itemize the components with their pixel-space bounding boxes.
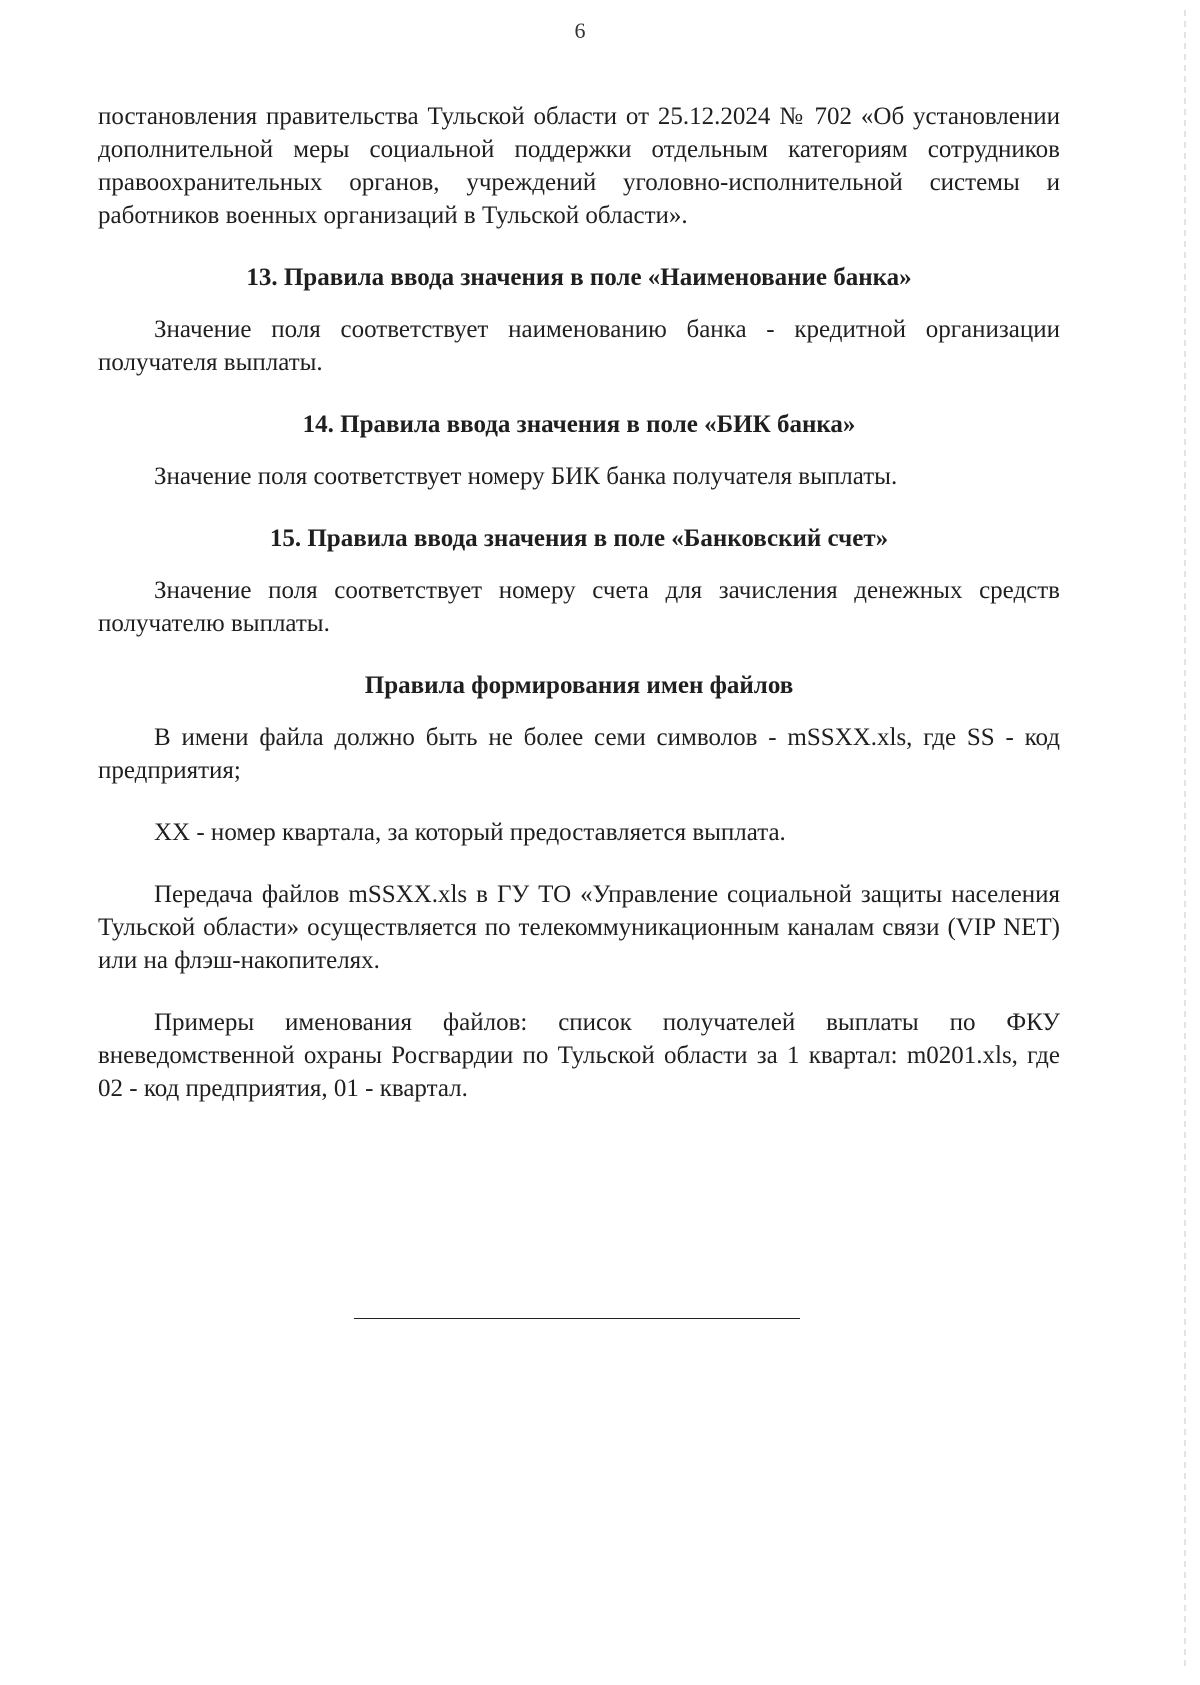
scan-edge-artifact [1184,10,1186,1670]
section-13-text: Значение поля соответствует наименованию банка - кредитной организации получателя выплаты. [98,316,1060,376]
file-naming-heading: Правила формирования имен файлов [364,672,794,699]
document-body [98,100,1060,1105]
page-number: 6 [574,18,586,43]
file-naming-paragraph-2: XX - номер квартала, за который предоставляется выплата. [154,819,786,846]
file-naming-paragraph-1: В имени файла должно быть не более семи символов - mSSXX.xls, где SS - код предприятия; [98,724,1060,784]
file-naming-paragraph-3: Передача файлов mSSXX.xls в ГУ ТО «Управление социальной защиты населения Тульской области» осуществляется по телекоммуникационным каналам связи (VIP NET) или на флэш-накопителях. [98,881,1060,974]
section-14-text: Значение поля соответствует номеру БИК банка получателя выплаты. [154,463,898,490]
intro-paragraph: постановления правительства Тульской области от 25.12.2024 № 702 «Об установлении дополнительной меры социальной поддержки отдельным категориям сотрудников правоохранительных органов, учреждений уголовно-исполнительной системы и работников военных организаций в Тульской области». [98,103,1060,229]
section-13-heading: 13. Правила ввода значения в поле «Наименование банка» [246,264,912,291]
section-15-text: Значение поля соответствует номеру счета для зачисления денежных средств получателю выплаты. [98,577,1060,637]
section-15-heading: 15. Правила ввода значения в поле «Банковский счет» [269,525,889,552]
section-14-heading: 14. Правила ввода значения в поле «БИК банка» [302,411,856,438]
file-naming-paragraph-4: Примеры именования файлов: список получателей выплаты по ФКУ вневедомственной охраны Росгвардии по Тульской области за 1 квартал: m0201.xls, где 02 - код предприятия, 01 - квартал. [98,1009,1060,1102]
end-separator-line [354,1318,800,1319]
